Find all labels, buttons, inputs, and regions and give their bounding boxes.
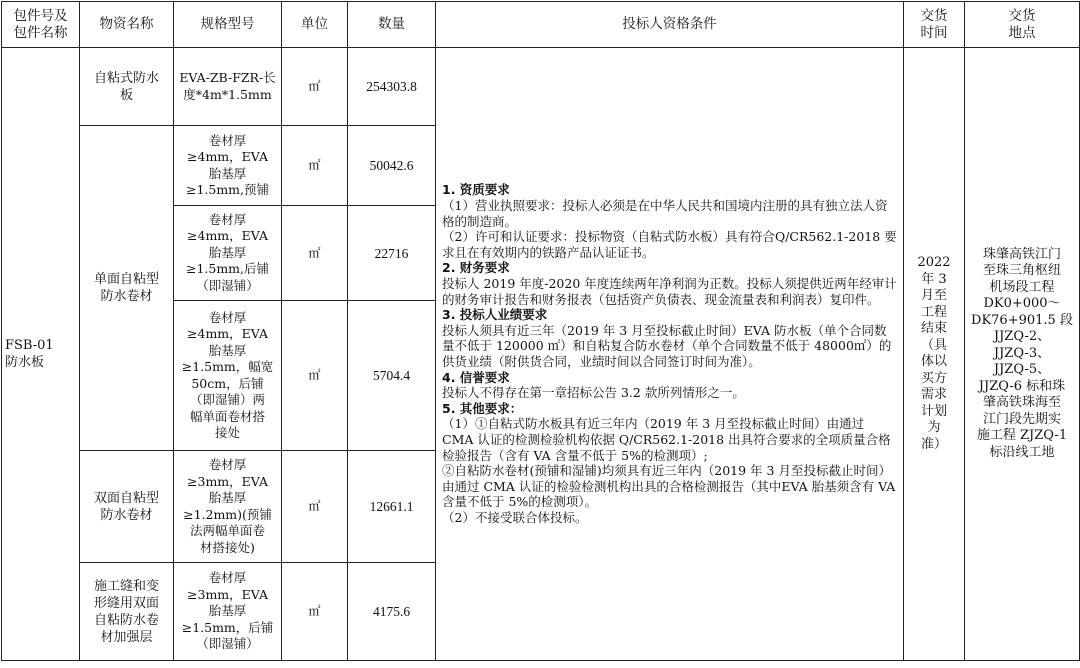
requirement-text: （1）营业执照要求：投标人必须是在中华人民共和国境内注册的具有独立法人资格的制造商。 [442,198,888,229]
package-cell: FSB-01 防水板 [2,48,80,661]
requirement-heading: 5. 其他要求： [442,400,523,416]
unit-cell: ㎡ [282,563,348,661]
delivery-time-cell: 2022 年 3 月至 工程 结束 （具 体以 买方 需求 计划 为 准） [904,48,965,661]
delivery-place-cell: 珠肇高铁江门 至珠三角枢纽 机场段工程 DK0+000～ DK76+901.5 段 JJZQ-2、 JJZQ-3、 JJZQ-5、 JJZQ-6 标和珠 肇高铁珠海至 江门段先期实 施工程 ZJZQ-1 标沿线工地 [965,48,1080,661]
spec-cell: 卷材厚 ≥4mm，EVA 胎基厚 ≥1.5mm,后铺 （即湿铺） [174,206,282,301]
spec-cell: 卷材厚 ≥4mm，EVA 胎基厚 ≥1.5mm，幅宽 50cm，后铺 （即湿铺）两 幅单面卷材搭 接处 [174,301,282,451]
requirement-heading: 1. 资质要求 [442,182,510,198]
requirement-text: （1）①自粘式防水板具有近三年内（2019 年 3 月至投标截止时间）由通过 CMA 认证的检测检验机构依据 Q/CR562.1-2018 出具符合要求的全项质量合格检验报告（含有 VA 含量不低于 5%的检测项）; [442,416,891,463]
spec-cell: 卷材厚 ≥4mm，EVA 胎基厚 ≥1.5mm,预铺 [174,126,282,206]
requirements-cell [436,48,904,661]
requirement-text: （2）许可和认证要求：投标物资（自粘式防水板）具有符合Q/CR562.1-2018 要求且在有效期内的铁路产品认证证书。 [442,229,897,260]
material-cell: 自粘式防水 板 [80,48,174,126]
requirement-heading: 2. 财务要求 [442,260,510,276]
requirement-heading: 4. 信誉要求 [442,369,510,385]
material-cell: 双面自粘型 防水卷材 [80,451,174,563]
unit-cell: ㎡ [282,206,348,301]
material-cell: 单面自粘型 防水卷材 [80,126,174,451]
requirement-text: 投标人须具有近三年（2019 年 3 月至投标截止时间）EVA 防水板（单个合同数量不低于 120000 ㎡）和自粘复合防水卷材（单个合同数量不低于 48000㎡）的供货业绩（附供货合同，业绩时间以合同签订时间为准）。 [442,322,892,369]
header-requirements: 投标人资格条件 [436,2,904,48]
header-package: 包件号及 包件名称 [2,2,80,48]
unit-cell: ㎡ [282,451,348,563]
unit-cell: ㎡ [282,126,348,206]
unit-cell: ㎡ [282,48,348,126]
header-row [2,2,1080,48]
spec-cell: 卷材厚 ≥3mm，EVA 胎基厚 ≥1.5mm，后铺 （即湿铺） [174,563,282,661]
header-delivery-place: 交货 地点 [965,2,1080,48]
table-row [2,48,1080,126]
qty-cell: 12661.1 [348,451,436,563]
qty-cell: 254303.8 [348,48,436,126]
header-unit: 单位 [282,2,348,48]
qty-cell: 5704.4 [348,301,436,451]
material-cell: 施工缝和变 形缝用双面 自粘防水卷 材加强层 [80,563,174,661]
qty-cell: 50042.6 [348,126,436,206]
header-spec: 规格型号 [174,2,282,48]
requirement-heading: 3. 投标人业绩要求 [442,307,548,323]
spec-cell: 卷材厚 ≥3mm，EVA 胎基厚 ≥1.2mm)(预铺 法两幅单面卷 材搭接处) [174,451,282,563]
requirement-text: ②自粘防水卷材(预铺和湿铺)均须具有近三年内（2019 年 3 月至投标截止时间）由通过 CMA 认证的检验检测机构出具的合格检测报告（其中EVA 胎基须含有 VA 含量不低于 5%的检测项）。 [442,463,896,510]
spec-cell: EVA-ZB-FZR-长 度*4m*1.5mm [174,48,282,126]
unit-cell: ㎡ [282,301,348,451]
procurement-table [1,1,1080,661]
header-delivery-time: 交货 时间 [904,2,965,48]
qty-cell: 22716 [348,206,436,301]
header-material: 物资名称 [80,2,174,48]
qty-cell: 4175.6 [348,563,436,661]
requirement-text: 投标人不得存在第一章招标公告 3.2 款所列情形之一。 [442,385,745,401]
requirement-text: （2）不接受联合体投标。 [442,509,588,525]
requirement-text: 投标人 2019 年度-2020 年度连续两年净利润为正数。投标人须提供近两年经审计的财务审计报告和财务报表（包括资产负债表、现金流量表和利润表）复印件。 [442,276,897,307]
header-qty: 数量 [348,2,436,48]
